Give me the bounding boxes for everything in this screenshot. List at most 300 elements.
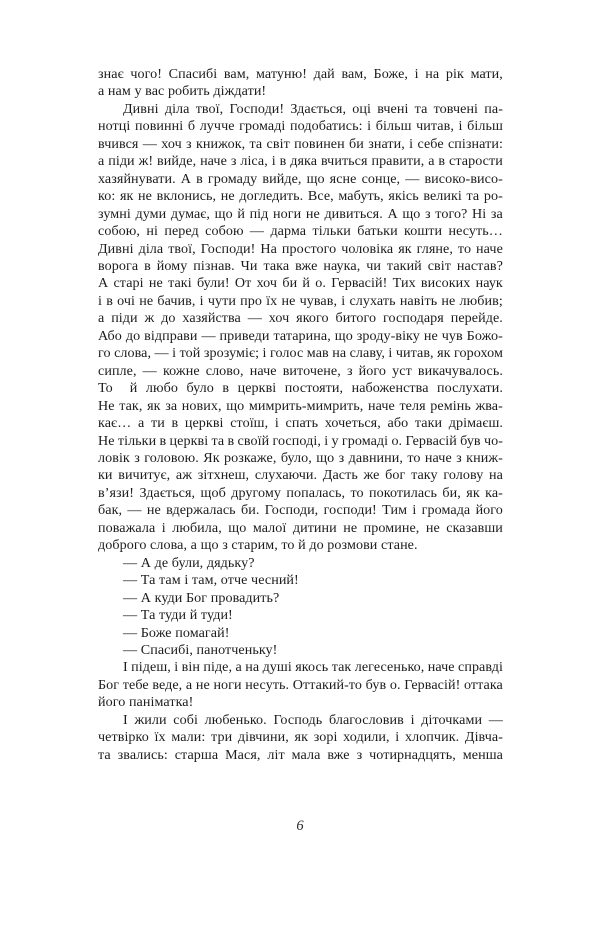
text-word: Тих bbox=[392, 275, 416, 292]
text-word: дрімаєш. bbox=[448, 415, 503, 432]
text-word: подобатись: bbox=[290, 118, 363, 135]
text-word: з bbox=[230, 153, 237, 170]
text-word: товчені bbox=[433, 100, 479, 117]
text-word: оттака bbox=[463, 676, 503, 693]
text-word: в bbox=[196, 170, 203, 187]
text-word: хазяйства bbox=[182, 310, 241, 327]
text-word: його bbox=[358, 362, 387, 379]
text-word: думає, bbox=[170, 205, 211, 222]
text-line bbox=[98, 101, 503, 118]
text-word: на bbox=[425, 66, 440, 82]
text-word: А bbox=[180, 170, 192, 187]
text-word: слово, bbox=[205, 362, 244, 379]
text-line bbox=[98, 258, 503, 275]
text-word: матуню! bbox=[255, 66, 307, 82]
text-word: і bbox=[341, 292, 346, 309]
text-word: і bbox=[414, 66, 419, 82]
text-word: постояти, bbox=[284, 380, 344, 397]
text-word: повинен bbox=[294, 135, 345, 152]
text-word: були! bbox=[196, 275, 230, 292]
text-word: старша bbox=[174, 746, 219, 763]
text-word: зумні bbox=[98, 205, 131, 222]
text-word: з bbox=[346, 362, 353, 379]
text-line: — Та туди й туди! bbox=[123, 607, 233, 624]
text-word: ж bbox=[144, 310, 155, 327]
text-word: — bbox=[142, 362, 157, 379]
text-word: й bbox=[302, 275, 311, 292]
text-word: піди bbox=[108, 153, 135, 170]
text-word: старости bbox=[449, 153, 503, 170]
text-word: татарина, bbox=[273, 327, 331, 344]
text-word: Здається, bbox=[139, 484, 196, 501]
text-word: не bbox=[343, 519, 358, 536]
text-word: мабуть, bbox=[338, 188, 384, 205]
text-word: той bbox=[179, 345, 201, 362]
text-line bbox=[98, 485, 503, 502]
text-line: — Боже помагай! bbox=[123, 624, 230, 641]
text-line: — А куди Бог провадить? bbox=[123, 589, 280, 606]
text-word: несуть… bbox=[448, 223, 503, 240]
text-word: пізнав. bbox=[193, 257, 235, 274]
text-word: думи bbox=[135, 205, 167, 222]
text-word: голову bbox=[443, 467, 484, 484]
text-word: тільки bbox=[312, 223, 351, 240]
text-word: чути bbox=[207, 292, 236, 309]
text-word: та bbox=[249, 135, 263, 152]
text-word: вийде, bbox=[157, 153, 197, 170]
text-line bbox=[98, 118, 503, 135]
text-word: зрозуміє; bbox=[203, 345, 260, 362]
text-word: ясне bbox=[329, 170, 357, 187]
text-word: А bbox=[387, 205, 398, 222]
text-word: мала bbox=[291, 746, 321, 763]
text-word: як bbox=[437, 345, 451, 362]
text-line bbox=[98, 345, 503, 362]
text-word: піде, bbox=[203, 659, 233, 676]
text-word: твої, bbox=[168, 240, 196, 257]
text-word: мав bbox=[306, 345, 329, 362]
text-word: як bbox=[398, 240, 412, 257]
text-word: Все, bbox=[307, 188, 334, 205]
text-word: що bbox=[214, 205, 233, 222]
text-word: любенько. bbox=[204, 711, 267, 728]
text-word: веде, bbox=[152, 676, 183, 693]
text-word: знає bbox=[98, 66, 124, 82]
text-word: бак, bbox=[98, 502, 123, 519]
text-word: о. bbox=[389, 676, 401, 693]
text-word: вже bbox=[295, 257, 318, 274]
text-word: та bbox=[414, 100, 428, 117]
text-word: би. bbox=[240, 502, 260, 519]
text-word: — bbox=[247, 310, 262, 327]
text-word: кожне bbox=[162, 362, 200, 379]
text-word: правити, bbox=[371, 153, 425, 170]
text-word: Господи! bbox=[229, 100, 285, 117]
text-word: книж- bbox=[466, 449, 503, 466]
text-line bbox=[98, 729, 503, 746]
text-word: в bbox=[438, 153, 446, 170]
text-word: в’язи! bbox=[98, 484, 135, 501]
text-word: головою. bbox=[144, 449, 199, 466]
text-word: Дивні bbox=[123, 100, 159, 117]
text-word: ремінь bbox=[430, 397, 471, 414]
text-word: перед bbox=[164, 223, 199, 240]
text-word: душі bbox=[262, 659, 292, 676]
text-word: світ bbox=[427, 257, 451, 274]
text-word: бог bbox=[385, 467, 406, 484]
text-word: стоїш, bbox=[230, 415, 269, 432]
text-word: ліса, bbox=[240, 153, 268, 170]
text-word: то bbox=[407, 449, 421, 466]
text-line: його паніматка! bbox=[98, 694, 194, 711]
text-word: битого bbox=[335, 310, 377, 327]
text-word: викачувалось. bbox=[417, 362, 503, 379]
text-word: підеш, bbox=[131, 659, 171, 676]
text-word: слухаючи. bbox=[254, 467, 318, 484]
text-word: повинні bbox=[134, 118, 184, 135]
text-word: давнини, bbox=[348, 449, 403, 466]
text-word: Боже, bbox=[373, 66, 409, 82]
text-word: зітхнеш, bbox=[197, 467, 250, 484]
text-word: що bbox=[228, 519, 247, 536]
text-word: малої bbox=[252, 519, 287, 536]
text-line bbox=[98, 520, 503, 537]
text-word: під bbox=[249, 205, 269, 222]
text-word: якісь bbox=[388, 188, 419, 205]
text-word: вже bbox=[327, 746, 350, 763]
text-word: другому bbox=[231, 484, 281, 501]
text-word: до bbox=[161, 310, 176, 327]
text-word: на bbox=[332, 345, 347, 362]
text-line bbox=[98, 188, 503, 205]
text-word: розкаже, bbox=[223, 449, 277, 466]
text-word: ловік bbox=[98, 449, 130, 466]
text-word: наче bbox=[424, 449, 452, 466]
text-word: бачив, bbox=[157, 292, 196, 309]
text-word: слухать bbox=[349, 292, 396, 309]
text-word: вчиться bbox=[320, 153, 368, 170]
text-word: виточене, bbox=[282, 362, 341, 379]
text-word: рік bbox=[445, 66, 464, 82]
text-word: їх bbox=[154, 729, 166, 746]
text-line bbox=[98, 712, 503, 729]
text-word: аж bbox=[175, 467, 193, 484]
text-word: благословив bbox=[328, 711, 404, 728]
text-word: Гервасій! bbox=[331, 275, 388, 292]
text-word: дівчини, bbox=[237, 729, 289, 746]
text-word: з bbox=[456, 449, 462, 466]
text-line bbox=[98, 677, 503, 694]
text-word: звались: bbox=[117, 746, 168, 763]
text-word: більш bbox=[375, 118, 412, 135]
text-line bbox=[98, 171, 503, 188]
text-word: промине, bbox=[363, 519, 420, 536]
text-word: читав, bbox=[395, 345, 434, 362]
text-word: читав, bbox=[416, 118, 454, 135]
text-word: Не bbox=[98, 397, 115, 414]
text-word: собою, bbox=[98, 223, 140, 240]
text-word: тільки bbox=[117, 432, 157, 449]
text-word: до bbox=[125, 327, 141, 344]
text-word: то bbox=[350, 484, 364, 501]
text-line: — Та там і там, отче чесний! bbox=[123, 572, 299, 589]
text-word: чи bbox=[366, 257, 381, 274]
text-word: Божо- bbox=[466, 327, 503, 344]
text-word: старі bbox=[113, 275, 144, 292]
text-word: жва- bbox=[475, 397, 503, 414]
text-word: легесенько, bbox=[354, 659, 425, 676]
text-word: що bbox=[316, 449, 335, 466]
text-line bbox=[98, 502, 503, 519]
text-word: такі bbox=[168, 275, 192, 292]
text-word: ні bbox=[146, 223, 158, 240]
text-word: та bbox=[98, 746, 111, 763]
text-word: та bbox=[211, 432, 225, 449]
text-word: менша bbox=[462, 746, 503, 763]
text-word: діла bbox=[138, 240, 164, 257]
text-word: не bbox=[441, 292, 456, 309]
text-word: з bbox=[134, 449, 140, 466]
text-word: світ bbox=[266, 135, 290, 152]
text-word: був bbox=[365, 676, 387, 693]
text-word: знати, bbox=[368, 135, 405, 152]
text-word: ки bbox=[98, 467, 113, 484]
text-word: на bbox=[489, 467, 503, 484]
text-word: мимрить-мимрить, bbox=[248, 397, 364, 414]
text-word: господі, bbox=[272, 432, 321, 449]
text-line bbox=[98, 450, 503, 467]
text-word: і bbox=[412, 502, 417, 519]
text-word: би bbox=[282, 275, 298, 292]
text-word: І bbox=[123, 659, 128, 676]
text-word: своїй bbox=[237, 432, 270, 449]
text-word: набоженства bbox=[351, 380, 429, 397]
text-word: би bbox=[349, 135, 364, 152]
text-word: наче bbox=[427, 659, 455, 676]
text-word: покотилась bbox=[369, 484, 437, 501]
text-word: мати, bbox=[470, 66, 503, 82]
text-word: чував, bbox=[299, 292, 338, 309]
text-word: собою bbox=[205, 223, 244, 240]
text-word: нотці bbox=[98, 118, 131, 135]
text-line bbox=[98, 275, 503, 292]
text-word: а bbox=[137, 415, 145, 432]
text-word: Тим bbox=[382, 502, 408, 519]
text-word: не bbox=[220, 188, 235, 205]
text-word: любо bbox=[145, 380, 178, 397]
text-word: Господи, bbox=[264, 502, 319, 519]
text-word: а bbox=[98, 310, 105, 327]
text-word: хлопчик. bbox=[404, 729, 460, 746]
text-word: о. bbox=[315, 275, 326, 292]
text-line bbox=[98, 328, 503, 345]
text-word: Не bbox=[98, 432, 115, 449]
text-word: і bbox=[174, 659, 179, 676]
text-word: — bbox=[405, 170, 420, 187]
text-line bbox=[98, 363, 503, 380]
text-word: громаду bbox=[207, 170, 258, 187]
text-word: же bbox=[363, 467, 380, 484]
text-word: з bbox=[356, 746, 363, 763]
text-word: нових, bbox=[181, 397, 222, 414]
text-word: поважала bbox=[98, 519, 156, 536]
text-word: кошти bbox=[404, 223, 443, 240]
text-word: сипле, bbox=[98, 362, 137, 379]
text-word: дарма bbox=[270, 223, 307, 240]
text-word: високо-висо- bbox=[424, 170, 503, 187]
text-word: Мася, bbox=[225, 746, 261, 763]
text-word: церкві bbox=[184, 415, 224, 432]
text-word: хоч bbox=[256, 275, 278, 292]
text-word: і bbox=[172, 345, 177, 362]
text-word: за bbox=[490, 205, 503, 222]
text-word: як bbox=[147, 397, 161, 414]
text-word: слова, bbox=[114, 345, 152, 362]
text-word: наче bbox=[367, 397, 395, 414]
text-word: з bbox=[425, 205, 431, 222]
text-word: й bbox=[237, 205, 245, 222]
text-word: за bbox=[165, 397, 178, 414]
page-text-block bbox=[98, 66, 503, 764]
text-word: не bbox=[425, 519, 440, 536]
text-word: в bbox=[106, 292, 113, 309]
text-word: — bbox=[127, 502, 142, 519]
text-word: От bbox=[234, 275, 252, 292]
text-word: ро- bbox=[483, 188, 503, 205]
text-word: Господи! bbox=[200, 240, 256, 257]
text-word: щоб bbox=[200, 484, 226, 501]
text-word: хоч bbox=[268, 310, 290, 327]
text-word: — bbox=[488, 711, 503, 728]
text-line: доброго слова, а що з старим, то й до розмови стане. bbox=[98, 537, 418, 554]
text-word: якось bbox=[295, 659, 329, 676]
text-word: що bbox=[402, 205, 421, 222]
text-word: а bbox=[185, 676, 193, 693]
text-word: не bbox=[423, 327, 438, 344]
text-word: вчені bbox=[377, 100, 409, 117]
text-word: зроду-віку bbox=[356, 327, 420, 344]
text-word: ворога bbox=[98, 257, 139, 274]
text-line: — Спасибі, панотченьку! bbox=[123, 641, 278, 658]
text-word: наче bbox=[476, 240, 503, 257]
text-word: дай bbox=[313, 66, 335, 82]
text-word: не bbox=[305, 205, 320, 222]
text-word: сонце, bbox=[361, 170, 401, 187]
text-word: громаді bbox=[341, 432, 389, 449]
text-word: йому bbox=[156, 257, 188, 274]
text-word: так, bbox=[119, 397, 143, 414]
text-word: з bbox=[338, 449, 345, 466]
text-word: і bbox=[161, 519, 166, 536]
text-line bbox=[98, 241, 503, 258]
text-line bbox=[98, 153, 503, 170]
text-word: літ bbox=[267, 746, 285, 763]
text-word: мали: bbox=[171, 729, 206, 746]
text-word: не bbox=[195, 676, 210, 693]
text-word: очі bbox=[117, 292, 136, 309]
text-word: таку bbox=[411, 467, 438, 484]
text-word: в bbox=[144, 257, 151, 274]
text-word: па- bbox=[484, 100, 503, 117]
text-word: Спасибі bbox=[168, 66, 218, 82]
text-word: на bbox=[245, 659, 260, 676]
text-word: і bbox=[388, 345, 393, 362]
text-word: ноги bbox=[213, 676, 242, 693]
text-word: громаді bbox=[239, 118, 286, 135]
text-word: би, bbox=[442, 484, 461, 501]
text-word: церкві bbox=[169, 432, 209, 449]
text-word: чоловіка bbox=[341, 240, 394, 257]
text-word: Або bbox=[98, 327, 122, 344]
text-word: хочеться, bbox=[324, 415, 381, 432]
text-word: і bbox=[395, 729, 400, 746]
text-word: як bbox=[119, 188, 134, 205]
text-line: — А де були, дядьку? bbox=[123, 554, 255, 571]
text-word: голос bbox=[270, 345, 304, 362]
text-word: відправи bbox=[144, 327, 198, 344]
text-word: з bbox=[186, 135, 192, 152]
text-word: як bbox=[466, 484, 480, 501]
text-word: спізнати: bbox=[447, 135, 503, 152]
text-word: ти bbox=[150, 415, 165, 432]
text-word: простого bbox=[281, 240, 337, 257]
text-word: славу, bbox=[349, 345, 385, 362]
text-word: а bbox=[428, 153, 435, 170]
text-line bbox=[98, 206, 503, 223]
text-word: їх bbox=[266, 292, 278, 309]
text-word: діточками bbox=[421, 711, 483, 728]
text-word: Гервасій! bbox=[404, 676, 461, 693]
text-word: він bbox=[181, 659, 200, 676]
text-word: собі bbox=[173, 711, 198, 728]
text-line bbox=[98, 433, 503, 450]
text-word: і bbox=[458, 118, 463, 135]
text-word: б bbox=[187, 118, 196, 135]
text-word: Бог bbox=[98, 676, 120, 693]
text-word: четвірко bbox=[98, 729, 149, 746]
text-word: Господь bbox=[273, 711, 323, 728]
text-word: і bbox=[410, 711, 415, 728]
text-word: вичитує, bbox=[118, 467, 171, 484]
text-word: три bbox=[211, 729, 233, 746]
text-word: було, bbox=[280, 449, 312, 466]
text-line bbox=[98, 223, 503, 240]
text-word: і bbox=[324, 432, 329, 449]
text-word: хоч bbox=[161, 135, 182, 152]
text-word: — bbox=[201, 327, 216, 344]
text-word: книжок, bbox=[195, 135, 246, 152]
text-word: наче bbox=[200, 153, 227, 170]
text-word: Дасть bbox=[322, 467, 358, 484]
text-word: ка- bbox=[485, 484, 503, 501]
text-word: справді bbox=[458, 659, 503, 676]
text-word: Дівча- bbox=[464, 729, 503, 746]
text-word: ко: bbox=[98, 188, 116, 205]
text-word: ж! bbox=[138, 153, 154, 170]
text-word: вчився bbox=[98, 135, 139, 152]
text-word: Ні bbox=[472, 205, 487, 222]
text-line bbox=[98, 398, 503, 415]
text-line bbox=[98, 380, 503, 397]
text-word: А bbox=[98, 275, 109, 292]
text-word: зорі bbox=[313, 729, 338, 746]
text-word: навіть bbox=[399, 292, 438, 309]
text-word: Чи bbox=[240, 257, 258, 274]
text-word: — bbox=[154, 345, 169, 362]
text-word: й bbox=[129, 380, 138, 397]
text-word: сказавши bbox=[446, 519, 503, 536]
text-word: і bbox=[262, 345, 267, 362]
